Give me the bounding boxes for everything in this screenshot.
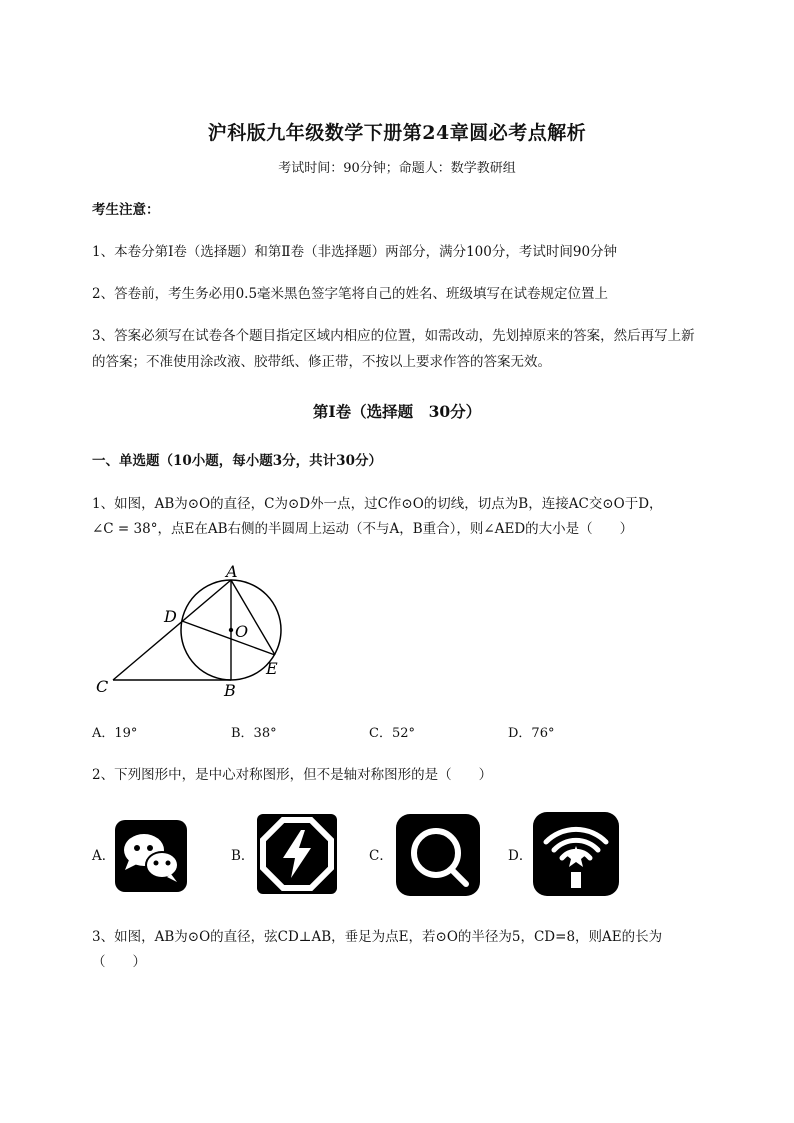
exam-info: 考试时间：90分钟；命题人：数学教研组 [278,161,516,176]
q1-option-b[interactable]: B．38° [231,726,277,741]
label-a: A [226,562,238,581]
section-title: 第I卷（选择题 30分） [312,402,482,421]
q2-text: 2、下列图形中，是中心对称图形，但不是轴对称图形的是（ ） [92,767,493,783]
wechat-icon[interactable] [115,820,187,892]
label-c: C [96,677,109,696]
notice-item-1: 1、本卷分第I卷（选择题）和第Ⅱ卷（非选择题）两部分，满分100分，考试时间90分钟 [92,244,618,260]
wifi-star-icon[interactable] [533,812,619,896]
q2-option-c-label[interactable]: C． [369,848,393,864]
notice-item-2: 2、答卷前，考生务必用0.5毫米黑色签字笔将自己的姓名、班级填写在试卷规定位置上 [92,286,609,302]
notice-item-3: 3、答案必须写在试卷各个题目指定区域内相应的位置，如需改动，先划掉原来的答案，然后再写上新 [92,328,695,344]
segment-ae [231,580,275,655]
q1-line-2: ∠C = 38°，点E在AB右侧的半圆周上运动（不与A，B重合），则∠AED的大小是（ ） [92,521,634,537]
q3-line-1: 3、如图，AB为⊙O的直径，弦CD⊥AB，垂足为点E，若⊙O的半径为5，CD=8，则AE的长为 [92,929,663,945]
segment-de [182,621,275,655]
q2-option-a-label[interactable]: A． [92,848,116,864]
q2-option-d-label[interactable]: D． [508,848,533,864]
q3-line-2: （ ） [92,954,146,970]
label-o: O [235,622,249,641]
search-q-icon[interactable] [396,814,480,896]
notice-heading: 考生注意： [92,202,160,218]
q1-option-d[interactable]: D．76° [508,726,555,741]
lightning-icon[interactable] [257,814,337,894]
center-point [229,628,233,632]
q1-line-1: 1、如图，AB为⊙O的直径，C为⊙D外一点，过C作⊙O的切线，切点为B，连接AC交⊙O于D， [92,496,663,512]
notice-item-3-cont: 的答案；不准使用涂改液、胶带纸、修正带，不按以上要求作答的答案无效。 [92,354,551,370]
q2-option-b-label[interactable]: B． [231,848,255,864]
label-d: D [164,607,177,626]
label-e: E [266,659,278,678]
q1-option-c[interactable]: C．52° [369,726,415,741]
label-b: B [224,681,236,700]
part-heading: 一、单选题（10小题，每小题3分，共计30分） [92,453,382,469]
segment-ac [113,580,231,680]
page-title: 沪科版九年级数学下册第24章圆必考点解析 [207,122,587,144]
q1-geometry-figure [88,555,308,705]
q1-option-a[interactable]: A．19° [92,726,138,741]
